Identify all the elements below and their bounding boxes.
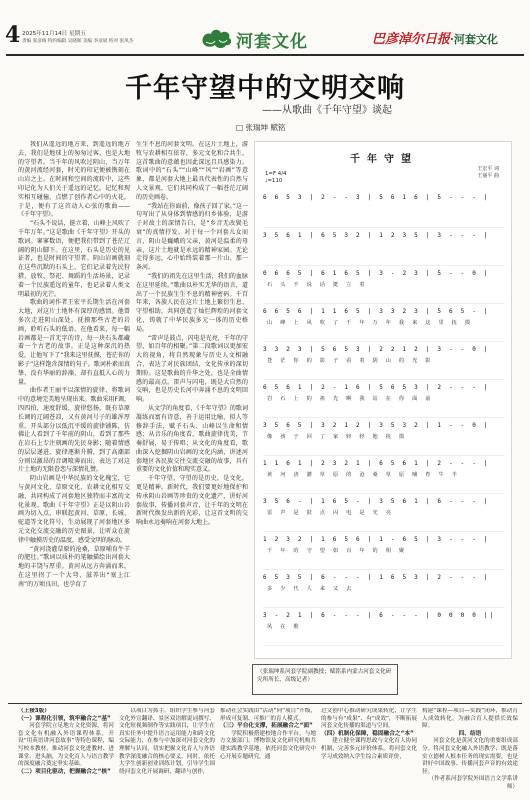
article-title: 千年守望中的文明交响 bbox=[125, 73, 405, 104]
score-row bbox=[263, 570, 505, 608]
score-row bbox=[263, 608, 505, 646]
score-row bbox=[263, 380, 505, 418]
paragraph: “雷声是鼓点，闪电是光亮，千年的守望，如百年的相聚。”第二段歌词以更加宏大的视角，将自然现象与历史人文相融合，表达了对民族团结、文化传承的深切期盼。这是歌曲的升华之处，也是全曲情感的最高点。雷声与闪电，既是大自然的交响，也是历史长河中奔涌不息的文明回响。 bbox=[136, 334, 248, 404]
lyrics-line: 像孩子回了家轻轻地抚摸 bbox=[267, 434, 413, 440]
score-row bbox=[263, 494, 505, 532]
score-title: 千年守望 bbox=[350, 154, 418, 165]
notation-line: 3 - 2 1 | 6 - - - | 6 - - - | 0 0 0 0 || bbox=[263, 612, 496, 619]
paragraph: 建立健全课程思政与文化育人协同机制，完善多元评价体系，将河套文化学习成效纳入学生综合素质评价， bbox=[321, 738, 417, 760]
score-key-meter: 1=F 4/4 bbox=[265, 171, 287, 177]
paper-name: 巴彦淖尔日报 bbox=[372, 32, 451, 47]
notation-line: 6 6 5 3 | 2 - - 3 | 5 6 1 6 | 5 - - - | bbox=[263, 194, 490, 201]
section-heading: （一）课程化引领，筑牢融合之“基” bbox=[18, 715, 111, 722]
article-byline: □ 张瑞坤 赋铭 bbox=[236, 123, 286, 132]
paragraph: 河套文化是黄河文化的重要组成部分。将河套文化融入外语教学，既是落实立德树人根本任务的现实需要，也是讲好中国故事、传播河套声音的有效途径。 bbox=[422, 738, 518, 775]
notation-line: 0 6 6 5 | 6 1 6 5 | 3 - 2 3 | 5 - - 0 | bbox=[263, 270, 490, 277]
lyrics-line: 苍茫你的影子看着阴山的光影 bbox=[267, 358, 439, 364]
notation-line: 1 1 6 1 | 2 3 2 1 | 6 5 6 1 | 2 - - - | bbox=[263, 460, 490, 467]
continued-column-1 bbox=[18, 708, 114, 797]
lyrics-line: 风在歌 bbox=[267, 624, 307, 630]
paragraph: “石头不说话，挺立着，山峰上风吹了千年万年。”这是歌曲《千年守望》开头的歌词。寥寥数语，便把我们带到了苍茫辽阔的阴山脚下。在这里，石头是历史的见证者，也是时间的守望者。阴山岩画就刻在这些沉默的石头上，它们记录着先民狩猎、放牧、祭祀、舞蹈的生活场景，记录着一个民族遥远的童年，也记录着人类文明最初的光芒。 bbox=[18, 220, 130, 298]
paragraph: 河套学院立足地方文化资源，将河套文化有机融入外语课程体系，开设“用英语讲河套故事”等特色课程，编写校本教材，推动河套文化进教材、进课堂、进头脑，为文化育人与语言教学的深度融合奠定坚实基础。 bbox=[18, 723, 114, 768]
notation-line: 3 5 6 1 | 6 5 3 2 | 1 2 3 5 | 3 - - - | bbox=[263, 232, 490, 239]
section-logo bbox=[200, 23, 324, 53]
paragraph: 推动社会实践由“活动”向“项目”升级，形成可复制、可推广的育人模式。 bbox=[220, 708, 316, 722]
paragraph: 从文学的角度看，《千年守望》的歌词凝练而富有诗意，善于运用比喻、拟人等修辞手法，赋予石头、山峰以生命和情感；从音乐的角度看，歌曲旋律优美，节奏舒展，易于传唱；从文化的角度看，歌曲深入挖掘阴山岩画的文化内涵，讲述河套地区各民族交往交流交融的故事，具有重要的文化价值和现实意义。 bbox=[136, 404, 248, 474]
paragraph: “我站在你面前，像孩子回了家。”这一句写出了从身体到情感的归乡体验，是游子对故土的深情告白，是“乡音无改鬓毛衰”的真情抒发。对于每一个河套儿女而言，阴山是巍峨的父亲，黄河是温柔的母亲，这片土地就是永远的精神家园。无论走得多远，心中始终装着那一片山、那一条河。 bbox=[136, 202, 248, 272]
score-composer: 王丽平 曲 bbox=[477, 173, 499, 179]
section-logo-text: 河套文化 bbox=[236, 32, 308, 52]
score-row bbox=[263, 266, 505, 304]
paper-masthead bbox=[372, 28, 498, 47]
paragraph: 生生不息的河套文明。在这片土地上，游牧与农耕相互依存，多元文化和合共生，这首歌曲的意蕴也因此深远且具感染力。歌词中的“石头”“山峰”“风”“岩画”等意象，都是河套大地上最具代表性的自然与人文景观，它们共同构成了一幅苍茫辽阔的历史画卷。 bbox=[136, 141, 248, 201]
score-row bbox=[263, 190, 505, 228]
lyrics-line: 石头不说话挺立着 bbox=[267, 282, 373, 288]
continued-column-4 bbox=[321, 708, 417, 797]
continued-column-5 bbox=[422, 708, 518, 797]
section-heading: 四、结语 bbox=[458, 730, 482, 737]
paragraph: 过文创中心推动研究成果转化，让学生的参与有“成果”、有“成效”，不断拓展河套文化传播的渠道与空间。 bbox=[321, 708, 417, 730]
article-subtitle: ——从歌曲《千年守望》谈起 bbox=[262, 105, 392, 116]
page-number: 4 bbox=[5, 22, 21, 48]
lyrics-line: 雷声是鼓点闪电是光亮 bbox=[267, 510, 399, 516]
header-rule bbox=[6, 54, 524, 56]
notation-line: 3 3 2 3 | 5 6 5 3 | 2 2 1 2 | 3 - - 0 | bbox=[263, 346, 490, 353]
score-row bbox=[263, 418, 505, 456]
continued-column-2 bbox=[119, 708, 215, 797]
score-row bbox=[263, 228, 505, 266]
editor-credits: 责编 张彦梅 特约编辑 吴晓晖 美编 李彦斌 校对 张凤杰 bbox=[22, 39, 134, 44]
continued-column-3 bbox=[220, 708, 316, 797]
paragraph: “黄河浇灌草原的沧桑，草原哺育牛羊的肥壮。”歌词以质朴的笔触描绘出河套大地的丰饶与厚重。黄河从远方奔涌而来，在这里拐了一个大弯，滋养出“塞上江南”的万顷良田，也孕育了 bbox=[18, 545, 130, 588]
lyrics-line: 岩石上的祖先啊我站在你面前 bbox=[267, 396, 439, 402]
notation-line: 1 2 3 2 | 1 6 5 6 | 1 - 6 5 | 3 - - - | bbox=[263, 536, 490, 543]
paragraph: 阴山岩画是中华民族的文化瑰宝，它与黄河文化、草原文化、农耕文化相互交融，共同构成了河套地区独特而丰富的文化景观。歌曲《千年守望》正是以阴山岩画为切入点，串联起黄河、草原、长城、驼道等文化符号，生动展现了河套地区多元文化交流交融的历史图景，让听众在旋律中触摸历史的温度，感受文明的脉动。 bbox=[18, 475, 130, 544]
paragraph: 歌曲的词作者王宏平长期生活在河套大地，对这片土地怀有深厚的感情。他曾多次走进阴山深处，抚摸那些古老的岩画，聆听石头的低语。在他看来，每一幅岩画都是一首无字的诗，每一块石头都藏着一个古老的故事。正是这种深沉的热爱，让他写下了“我来这里抚摸，苍茫你的影子”这样饱含深情的句子。歌词朴素而真挚，没有华丽的辞藻，却有直抵人心的力量。 bbox=[18, 299, 130, 386]
notation-line: 6 5 3 5 | 6 - - - | 1 6 5 3 | 2 - - - | bbox=[263, 574, 490, 581]
author-signature: （作者系河套学院外国语言文学系讲师） bbox=[428, 776, 518, 790]
section-divider bbox=[8, 703, 522, 704]
score-lyricist: 王宏平 词 bbox=[477, 166, 499, 172]
author-note-box: （张瑞坤系河套学院副教授；赋铭系内蒙古河套文化研究所所长、高级记者） bbox=[252, 664, 398, 695]
lyrics-line: 多少代人来又去 bbox=[267, 586, 360, 592]
sheet-music bbox=[254, 141, 512, 659]
section-heading: （二）项目化驱动，把握融合之“核” bbox=[18, 768, 111, 775]
paragraph: “我们的祖先在这里生活，我们的血脉在这里延续。”歌曲以朴实无华的语言，道出了一个民族生生不息的精神密码。千百年来，各族人民在这片土地上繁衍生息、守望相助，共同创造了灿烂辉煌的河套文化，铸就了中华民族多元一体的历史格局。 bbox=[136, 272, 248, 333]
notation-line: 6 5 6 1 | 2 - 1 6 | 5 6 5 3 | 2 - - - | bbox=[263, 384, 490, 391]
paragraph: 曲作者王丽平以深情的旋律，将歌词中的意境完美地呈现出来。歌曲采用F调，四四拍，速度舒缓，旋律悠扬，既有草原长调的辽阔苍凉，又有黄河号子的雄浑厚重。开头部分以低沉平缓的旋律铺陈，仿佛让人看到了千年前的阴山，看到了那些在岩石上专注刻画的先民身影；随着情感的层层递进，旋律逐渐升腾，到了高潮部分则以激昂的音调喷薄而出，表达了对这片土地的无限眷恋与深情礼赞。 bbox=[18, 387, 130, 474]
notation-line: 6 6 5 6 | 1 1 6 5 | 3 3 2 3 | 5 6 5 - | bbox=[263, 308, 490, 315]
score-row bbox=[263, 532, 505, 570]
paragraph: 学院积极搭建校地合作平台，与地方文旅部门、博物馆及文化研究机构共建实践教学基地，依托河套文化研究中心开展专题研究，通 bbox=[220, 730, 316, 760]
paragraph: 以项目为抓手，组织学生参与河套文化外宣翻译、景区双语解说词撰写、文化短视频制作等实践项目，让学生在真实任务中提升语言运用能力和跨文化交际能力，在参与中加深对河套文化的理解与认同，切实把握文化育人与外语教学深度融合的核心要义。同时，依托大学生创新创业训练计划，引导学生围绕河套文化开展调研、翻译与创作， bbox=[119, 708, 215, 775]
section-heading: （四）机制化保障，稳固融合之“本” bbox=[321, 730, 414, 737]
notation-line: 3 5 6 - | 1 6 5 - | 3 5 6 1 | 6 - - - | bbox=[263, 498, 490, 505]
jump-line: （上接3版） bbox=[18, 708, 50, 714]
score-row bbox=[263, 342, 505, 380]
auspicious-cloud-icon bbox=[200, 25, 234, 51]
score-staff bbox=[263, 190, 505, 646]
paper-section: ·河套文化 bbox=[450, 33, 498, 46]
cloud-swirl-path bbox=[203, 30, 232, 48]
article-column-2 bbox=[136, 141, 248, 701]
lyrics-line: 山峰上风吹了千年万年我来这里抚摸 bbox=[267, 320, 479, 326]
lyrics-line: 千年的守望如百年的相聚 bbox=[267, 548, 413, 554]
section-heading: （三）平台化支撑，拓展融合之“面” bbox=[220, 723, 313, 730]
score-credits bbox=[477, 166, 499, 180]
paragraph: 千年守望，守望的是历史，是文化，更是精神。新时代，我们要更好地保护和传承阴山岩画等珍贵的文化遗产，讲好河套故事，传播河套声音，让千年的文明在新时代焕发出新的光彩，让这首文明的交响曲永远奏响在河套大地上。 bbox=[136, 475, 248, 527]
score-key-tempo bbox=[265, 171, 286, 185]
issue-date: 2025年11月14日 星期五 bbox=[22, 31, 86, 37]
paragraph: 我们从遥远的地方来，到遥远的地方去，我们是地球上的匆匆过客，也是大地的守望者。当千年的风吹过阴山，当万年的黄河流经河套，时光的印记便被镌刻在山岩之上。在时间和空间的流转中，这些印记化为人们关于遥远的记忆。记忆和现实相互碰撞，点燃了创作者心中的火花，于是，便有了这首动人心弦的歌曲——《千年守望》。 bbox=[18, 141, 130, 219]
score-row bbox=[263, 304, 505, 342]
paragraph: 构建“课程—项目—实践”闭环，推动育人成效转化，为融合育人提供长效保障。 bbox=[422, 708, 518, 730]
score-tempo: ♩=110 bbox=[265, 178, 283, 184]
lyrics-line: 黄河浇灌草原的沧桑草原哺育牛羊 bbox=[267, 472, 465, 478]
score-row bbox=[263, 456, 505, 494]
notation-line: 3 5 6 5 | 3 2 1 2 | 3 5 3 2 | 1 - - 0 | bbox=[263, 422, 490, 429]
article-column-1 bbox=[18, 141, 130, 701]
